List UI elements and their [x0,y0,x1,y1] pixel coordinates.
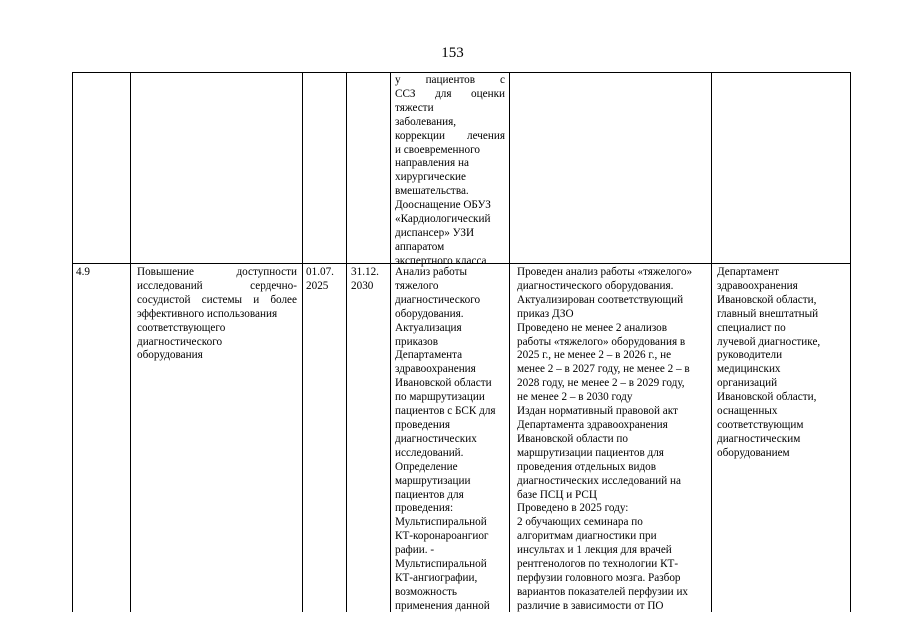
text-line: Актуализирован соответствующий [517,293,684,306]
text-line: сосудистой системы и более [137,293,297,306]
text-line: алгоритмам диагностики при [517,530,657,543]
row2-start-date-cell [306,266,344,294]
text-line: лучевой диагностике, [717,335,821,348]
text-line: Издан нормативный правовой акт [517,405,678,418]
text-line: КТ-ангиографии, [395,571,478,584]
text-line: заболевания, [395,115,457,128]
text-line: приказов [395,335,439,348]
text-line: Проведено в 2025 году: [517,502,629,515]
row1-measures-cell [395,74,505,269]
text-line: вариантов показателей перфузии их [517,585,689,598]
text-line: коррекции лечения [395,129,505,142]
text-line: исследований сердечно- [137,279,297,292]
text-line: работы «тяжелого» оборудования в [517,335,686,348]
text-line: экспертного класса [395,254,487,267]
text-line: оборудования [137,349,203,362]
text-line: Ивановской области, [717,293,817,306]
text-line: аппаратом [395,240,445,253]
text-line: специалист по [717,321,786,334]
text-line: перфузии головного мозга. Разбор [517,571,681,584]
text-line: здравоохранения [395,363,476,376]
text-line: по маршрутизации [395,391,485,404]
text-line: Проведен анализ работы «тяжелого» [517,266,693,278]
col-border-end [390,72,391,612]
text-line: у пациентов с [395,74,505,86]
text-line: диагностических [395,432,477,445]
text-line: диспансер» УЗИ [395,226,475,239]
text-line: КТ-коронароангиог [395,530,489,543]
col-border-right [850,72,851,612]
row2-end-date-cell [351,266,389,294]
text-line: Мультиспиральной [395,558,487,571]
row2-name-cell [137,266,297,363]
text-line: и своевременного [395,143,481,156]
text-line: Дооснащение ОБУЗ [395,199,491,212]
text-line: рентгенологов по технологии КТ- [517,558,679,571]
text-line: Актуализация [395,321,462,334]
text-line: диагностического [395,293,481,306]
text-line: диагностического [137,335,223,348]
text-line: диагностическим [717,432,801,445]
text-line: соответствующего [137,321,226,334]
text-line: применения данной [395,599,490,612]
text-line: 2025 г., не менее 2 – в 2026 г., не [517,349,672,362]
col-border-name [302,72,303,612]
text-line: менее 2 – в 2027 году, не менее 2 – в [517,363,690,376]
text-line: пациентов с БСК для [395,405,496,418]
text-line: соответствующим [717,418,804,431]
text-line: Определение [395,460,458,473]
col-border-result [711,72,712,612]
page-number: 153 [441,45,464,61]
text-line: Ивановской области по [517,432,628,445]
text-line: оснащенных [717,405,778,418]
col-border-left [72,72,73,612]
start-date-line: 01.07. [306,266,334,278]
text-line: маршрутизации пациентов для [517,446,664,459]
col-border-measures [509,72,510,612]
text-line: оборудования. [395,307,464,320]
text-line: здравоохранения [717,279,798,292]
col-border-num [130,72,131,612]
row2-measures-cell [395,266,505,612]
text-line: исследований. [395,446,464,459]
text-line: диагностического оборудования. [517,279,674,292]
end-date-line: 31.12. [351,266,379,278]
text-line: базе ПСЦ и РСЦ [517,488,597,501]
text-line: рафии. - [395,544,435,557]
row2-responsible-cell [717,266,847,461]
text-line: пациентов для [395,488,464,501]
col-border-start [346,72,347,612]
text-line: Департамента здравоохранения [517,418,668,431]
text-line: различие в зависимости от ПО [517,599,664,612]
item-number: 4.9 [76,266,90,278]
text-line: проведения отдельных видов [517,460,657,473]
text-line: руководители [717,349,783,362]
text-line: Ивановской области [395,377,492,390]
text-line: Проведено не менее 2 анализов [517,321,668,334]
text-line: тяжелого [395,279,439,292]
text-line: оборудованием [717,446,790,459]
text-line: инсультах и 1 лекция для врачей [517,544,672,557]
text-line: Повышение доступности [137,266,297,278]
text-line: Департамент [717,266,780,278]
text-line: Ивановской области, [717,391,817,404]
text-line: организаций [717,377,778,390]
text-line: ССЗ для оценки [395,87,505,100]
text-line: Мультиспиральной [395,516,487,529]
text-line: Департамента [395,349,463,362]
text-line: главный внештатный [717,307,819,320]
row2-result-cell [517,266,707,612]
start-date-line: 2025 [306,279,329,292]
text-line: 2 обучающих семинара по [517,516,643,529]
text-line: приказ ДЗО [517,307,574,320]
text-line: направления на [395,157,469,170]
text-line: хирургические [395,171,467,184]
text-line: «Кардиологический [395,213,491,226]
text-line: возможность [395,585,458,598]
text-line: 2028 году, не менее 2 – в 2029 году, [517,377,685,390]
text-line: вмешательства. [395,185,469,198]
text-line: проведения [395,418,450,431]
text-line: Анализ работы [395,266,468,278]
text-line: диагностических исследований на [517,474,681,487]
text-line: маршрутизации [395,474,471,487]
text-line: проведения: [395,502,454,515]
text-line: тяжести [395,101,434,114]
row2-number-cell [76,266,126,280]
text-line: не менее 2 – в 2030 году [517,391,633,404]
plan-table [72,72,851,612]
text-line: эффективного использования [137,307,278,320]
end-date-line: 2030 [351,279,374,292]
table-top-border [72,72,851,73]
text-line: медицинских [717,363,781,376]
